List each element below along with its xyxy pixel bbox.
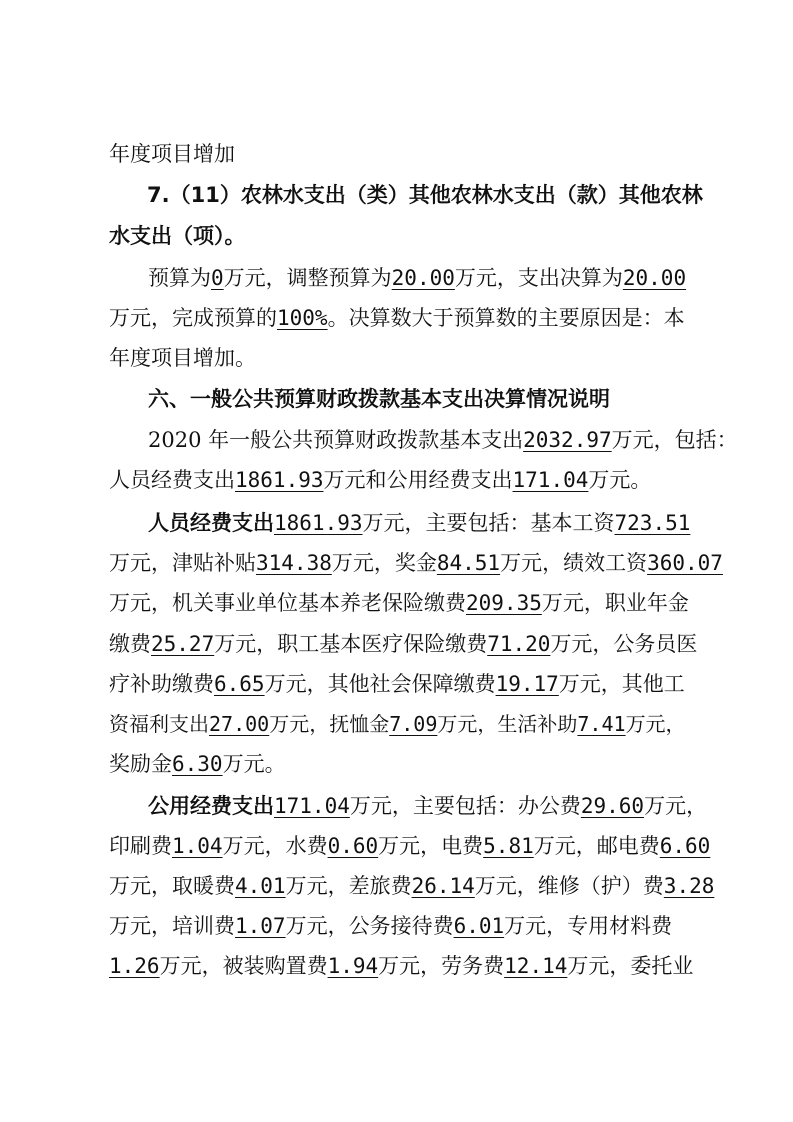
text-line	[109, 300, 689, 336]
text: 万元，水费	[222, 834, 328, 858]
text: 印刷费	[109, 834, 172, 858]
amount: 171.04	[274, 794, 350, 818]
text: 万元，公务员医	[550, 632, 698, 656]
amount: 1861.93	[235, 468, 324, 492]
text: 资福利支出	[109, 712, 209, 736]
text: 万元，其他工	[558, 672, 685, 696]
bold-label: 公用经费支出	[148, 794, 274, 818]
amount: 6.65	[214, 672, 265, 696]
text: 缴费	[109, 632, 151, 656]
text: 万元，取暖费	[109, 874, 235, 898]
text-line	[109, 828, 709, 864]
text-line	[109, 626, 709, 662]
text: 万元，职工基本医疗保险缴费	[214, 632, 488, 656]
amount: 27.00	[209, 712, 270, 736]
amount: 3.28	[663, 874, 715, 898]
text: 万元，主要包括：办公费	[349, 794, 581, 818]
amount: 25.27	[151, 632, 215, 656]
text: 万元，生活补助	[437, 712, 578, 736]
text: 万元，差旅费	[285, 874, 412, 898]
text: 2020 年一般公共预算财政拨款基本支出	[148, 428, 524, 452]
text: 奖励金	[109, 752, 172, 776]
amount: 71.20	[487, 632, 551, 656]
text: 万元，职业年金	[541, 591, 689, 615]
text-line	[109, 948, 709, 984]
text: 万元，劳务费	[378, 954, 505, 978]
heading-text: 六、一般公共预算财政拨款基本支出决算情况说明	[148, 387, 610, 411]
text-line	[109, 585, 709, 621]
text: 万元，公务接待费	[285, 914, 454, 938]
text: 万元，其他社会保障缴费	[264, 672, 496, 696]
paragraph-text: 年度项目增加	[109, 142, 235, 166]
text: 万元，	[644, 794, 708, 818]
amount: 4.01	[235, 874, 286, 898]
text-line	[109, 462, 709, 498]
text: 万元，邮电费	[533, 834, 660, 858]
heading-text: 7.（11）农林水支出（类）其他农林水支出（款）其他农林	[147, 183, 703, 207]
text: 万元，被装购置费	[159, 954, 328, 978]
text-line	[148, 788, 708, 824]
amount: 1861.93	[274, 511, 363, 535]
text: 万元，包括：	[611, 428, 738, 452]
text: 人员经费支出	[109, 468, 235, 492]
amount: 84.51	[436, 551, 501, 575]
heading-text: 水支出（项）。	[109, 224, 246, 248]
text-line	[109, 340, 709, 376]
amount: 6.60	[659, 834, 711, 858]
text-line	[109, 908, 709, 944]
bold-label: 人员经费支出	[148, 511, 274, 535]
amount: 7.41	[577, 712, 626, 736]
text: 万元，	[625, 712, 686, 736]
text: 万元，维修（护）费	[474, 874, 664, 898]
text: 万元，调整预算为	[223, 266, 392, 290]
text: 万元，培训费	[109, 914, 235, 938]
text: 疗补助缴费	[109, 672, 214, 696]
amount: 171.04	[512, 468, 589, 492]
text: 万元。	[222, 752, 286, 776]
amount: 0.60	[327, 834, 379, 858]
text: 万元，专用材料费	[504, 914, 673, 938]
amount: 314.38	[256, 551, 332, 575]
amount: 19.17	[495, 672, 559, 696]
amount: 1.04	[172, 834, 223, 858]
text-line	[148, 260, 688, 296]
amount: 5.81	[483, 834, 534, 858]
amount: 360.07	[647, 551, 723, 575]
text: 万元，抚恤金	[269, 712, 390, 736]
text-line	[148, 505, 708, 541]
amount: 12.14	[504, 954, 568, 978]
amount: 1.94	[327, 954, 379, 978]
amount: 20.00	[622, 266, 687, 290]
section-heading	[148, 381, 708, 417]
amount: 29.60	[580, 794, 645, 818]
text: 万元。	[588, 468, 652, 492]
amount: 209.35	[466, 591, 542, 615]
amount: 723.51	[614, 511, 691, 535]
text-line	[109, 868, 715, 904]
amount: 1.07	[235, 914, 286, 938]
text-line	[109, 545, 723, 581]
section-heading	[147, 177, 703, 213]
text-line	[109, 666, 709, 702]
text-line	[109, 136, 709, 172]
text: 万元，电费	[378, 834, 484, 858]
amount: 2032.97	[523, 428, 612, 452]
text: 万元，完成预算的	[109, 306, 277, 330]
amount: 1.26	[109, 954, 160, 978]
text: 万元，机关事业单位基本养老保险缴费	[109, 591, 466, 615]
text: 万元，支出决算为	[454, 266, 623, 290]
amount: 6.30	[172, 752, 223, 776]
text: 万元和公用经费支出	[323, 468, 513, 492]
amount: 26.14	[411, 874, 475, 898]
text: 。决算数大于预算数的主要原因是：本	[327, 306, 685, 330]
amount: 100%	[277, 306, 328, 330]
text: 万元，委托业	[567, 954, 694, 978]
text-line	[109, 706, 709, 742]
text: 万元，绩效工资	[500, 551, 648, 575]
amount: 0	[211, 266, 224, 290]
text-line	[109, 746, 709, 782]
text-line	[148, 422, 738, 458]
text: 万元，津贴补贴	[109, 551, 256, 575]
text: 万元，主要包括：基本工资	[362, 511, 615, 535]
amount: 7.09	[389, 712, 438, 736]
amount: 6.01	[453, 914, 505, 938]
section-heading-cont	[109, 218, 709, 254]
text: 年度项目增加。	[109, 346, 256, 370]
amount: 20.00	[391, 266, 455, 290]
text: 万元，奖金	[331, 551, 437, 575]
text: 预算为	[148, 266, 211, 290]
